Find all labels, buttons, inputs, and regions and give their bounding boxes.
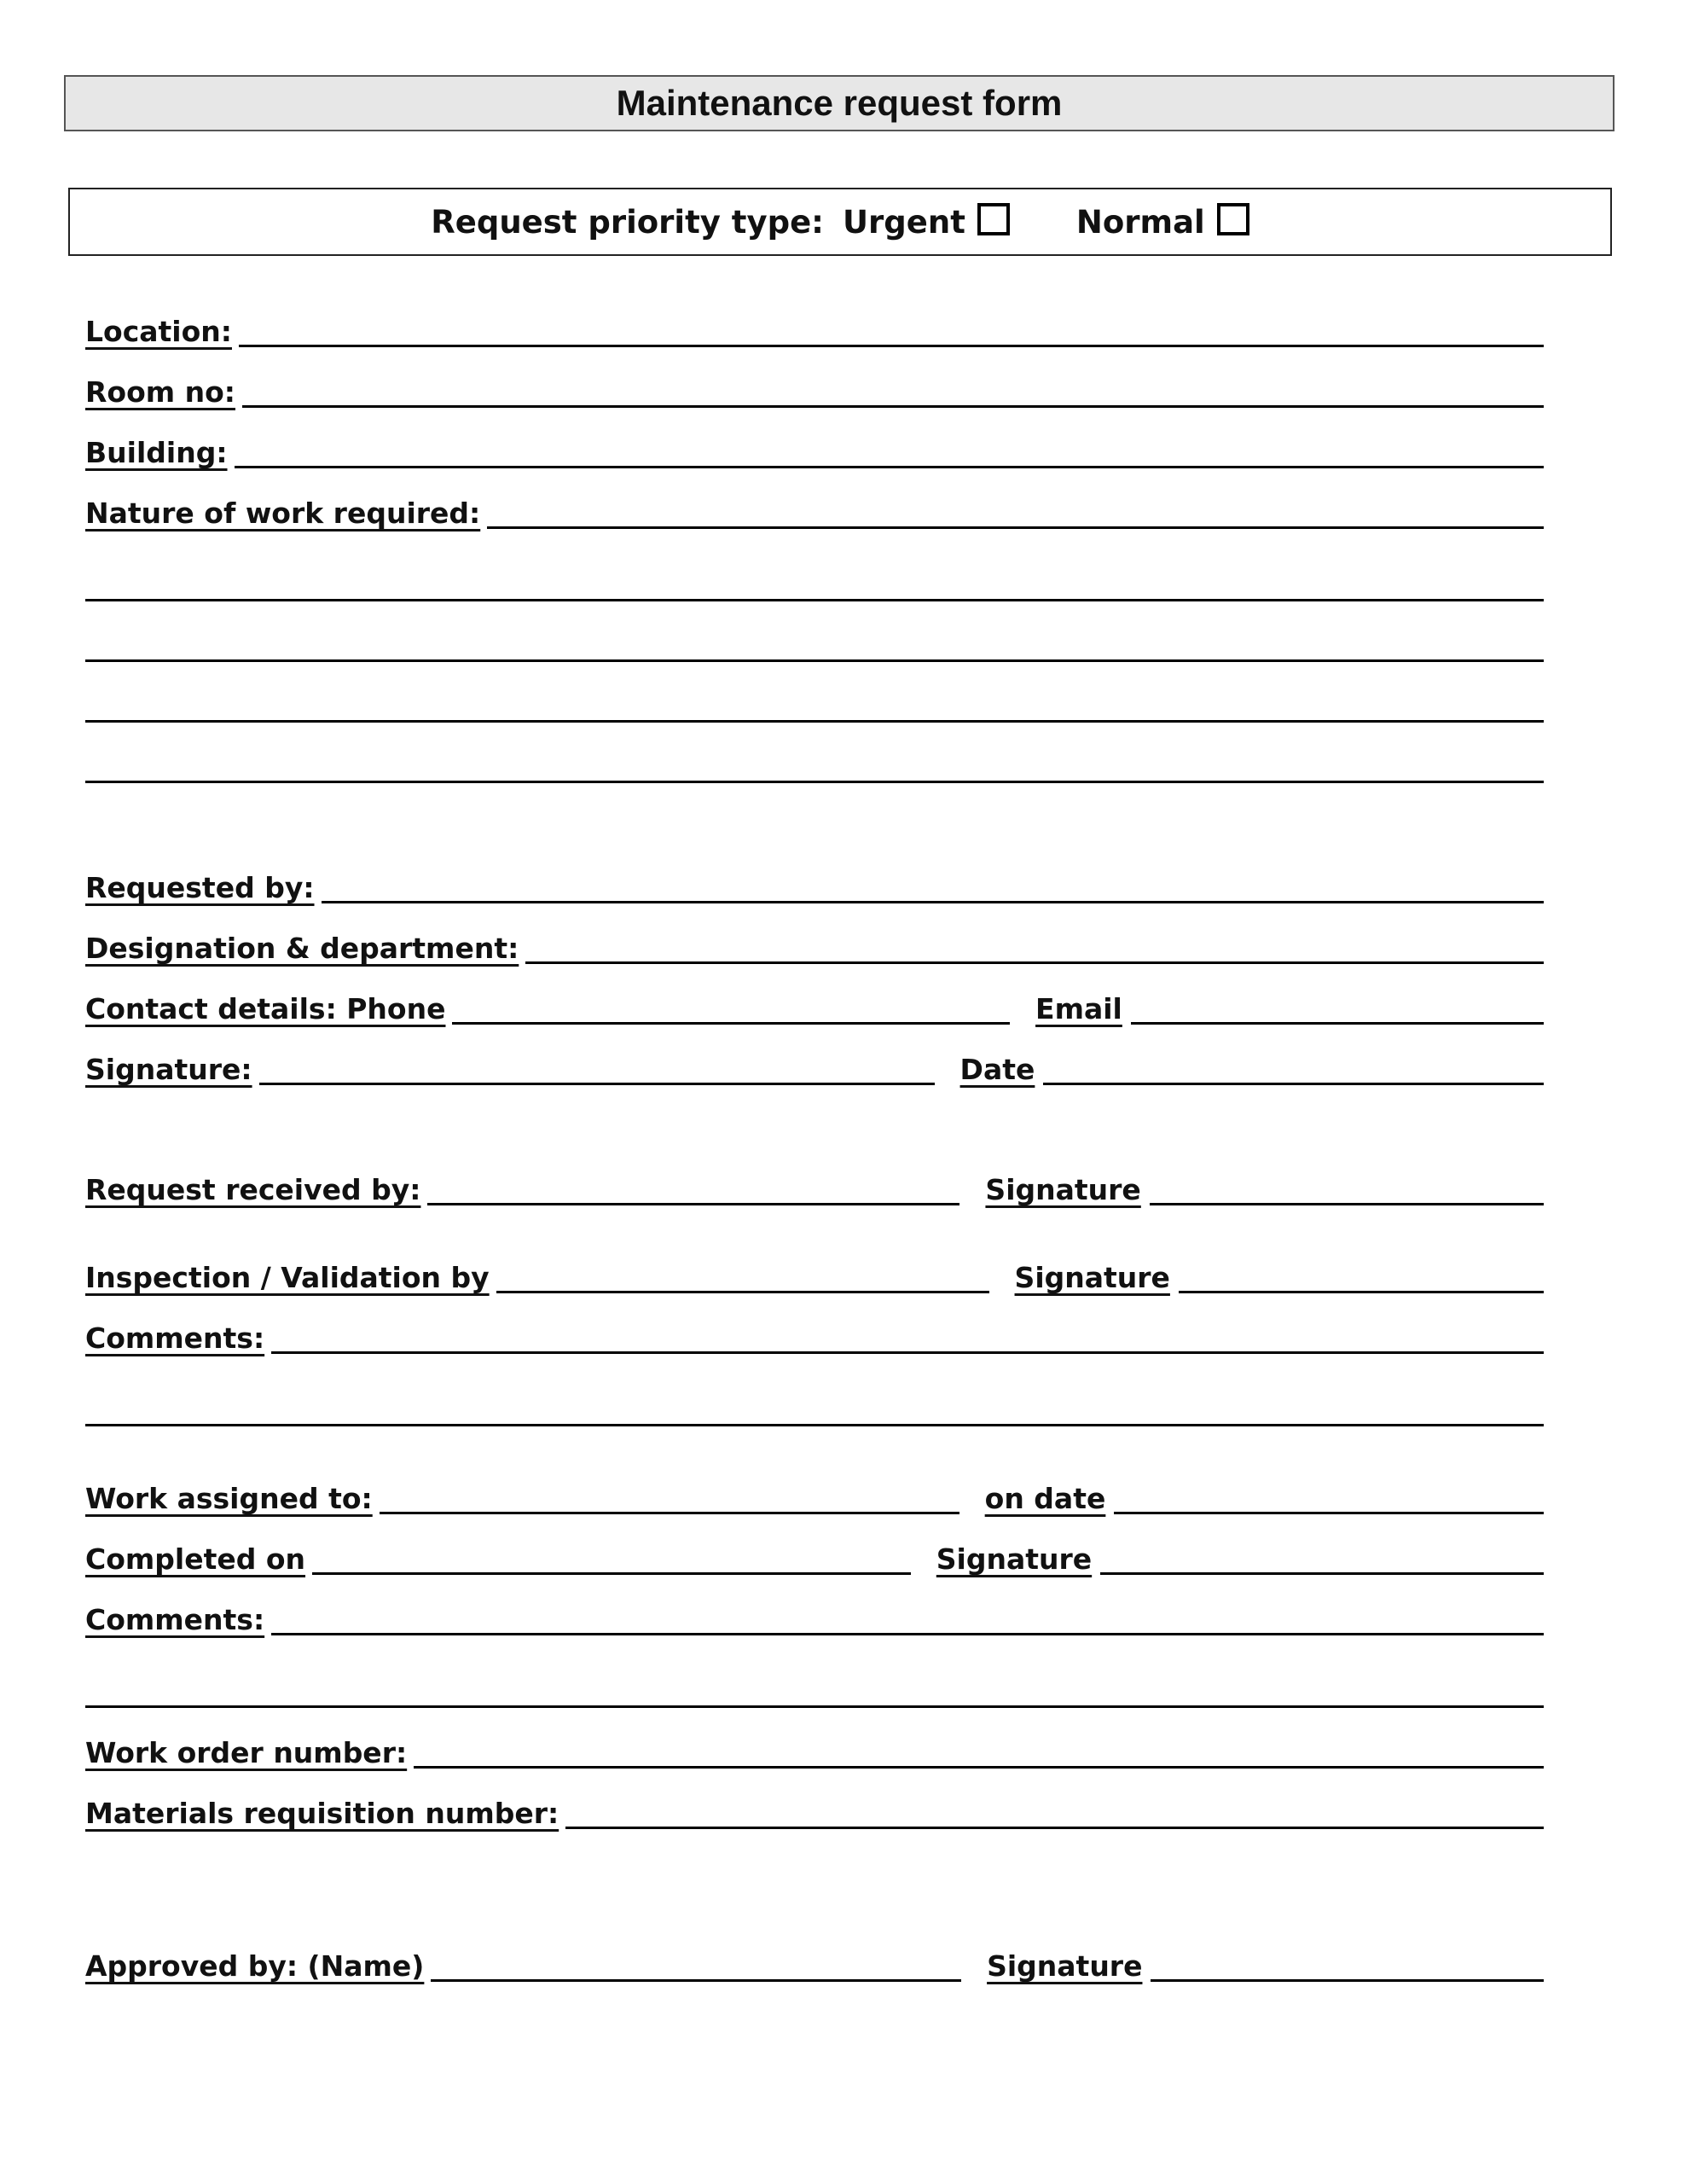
date-label: Date [959,1053,1035,1087]
normal-checkbox[interactable] [1217,203,1249,235]
room-no-row [85,347,1544,408]
phone-input-line[interactable] [452,1012,1010,1025]
nature-of-work-extra-line-3[interactable] [85,710,1544,723]
comments-2-extra-line-row [85,1647,1544,1708]
priority-section [68,188,1612,256]
request-received-by-label: Request received by: [85,1173,421,1207]
requested-by-row [85,843,1544,903]
comments-1-input-line[interactable] [271,1341,1544,1354]
nature-of-work-extra-line-4[interactable] [85,770,1544,783]
nature-of-work-extra-line-2[interactable] [85,649,1544,662]
nature-of-work-row [85,468,1544,529]
comments-1-label: Comments: [85,1321,265,1356]
nature-of-work-input-line[interactable] [487,516,1544,529]
nature-of-work-extra-line-1[interactable] [85,589,1544,601]
inspection-validation-row [85,1233,1544,1293]
contact-phone-label: Contact details: Phone [85,992,446,1026]
comments-1-row [85,1293,1544,1354]
completed-signature-label: Signature [936,1542,1093,1577]
nature-of-work-extra-line-row [85,662,1544,723]
location-label: Location: [85,315,232,349]
nature-of-work-extra-line-row [85,601,1544,662]
approved-by-input-line[interactable] [431,1969,961,1982]
on-date-input-line[interactable] [1114,1502,1544,1514]
comments-2-row [85,1575,1544,1635]
nature-of-work-label: Nature of work required: [85,497,481,531]
approved-by-label: Approved by: (Name) [85,1949,425,1984]
received-signature-input-line[interactable] [1150,1193,1544,1205]
work-order-number-input-line[interactable] [414,1756,1544,1769]
priority-urgent-label: Urgent [842,203,965,241]
work-assigned-to-input-line[interactable] [380,1502,959,1514]
received-signature-label: Signature [985,1173,1141,1207]
inspection-validation-input-line[interactable] [496,1281,989,1293]
designation-department-input-line[interactable] [525,951,1544,964]
contact-details-row [85,964,1544,1025]
form-title-bar [64,75,1615,131]
form-fields [85,287,1544,1982]
comments-2-input-line[interactable] [271,1623,1544,1635]
inspection-signature-input-line[interactable] [1179,1281,1544,1293]
materials-requisition-input-line[interactable] [565,1816,1544,1829]
completed-on-label: Completed on [85,1542,306,1577]
room-no-label: Room no: [85,375,235,410]
requested-by-label: Requested by: [85,871,315,905]
comments-1-extra-line[interactable] [85,1414,1544,1426]
nature-of-work-extra-line-row [85,541,1544,601]
completed-on-row [85,1514,1544,1575]
signature-date-row [85,1025,1544,1085]
signature-label: Signature: [85,1053,252,1087]
work-order-number-label: Work order number: [85,1736,408,1770]
designation-department-label: Designation & department: [85,932,519,966]
work-assigned-to-label: Work assigned to: [85,1482,373,1516]
comments-2-label: Comments: [85,1603,265,1637]
priority-normal-label: Normal [1075,203,1205,241]
comments-1-extra-line-row [85,1366,1544,1426]
location-row [85,287,1544,347]
completed-signature-input-line[interactable] [1100,1562,1544,1575]
form-title: Maintenance request form [616,83,1063,123]
priority-label: Request priority type: [431,203,824,241]
request-received-by-input-line[interactable] [427,1193,959,1205]
designation-department-row [85,903,1544,964]
materials-requisition-row [85,1769,1544,1829]
approved-by-row [85,1921,1544,1982]
building-input-line[interactable] [235,456,1544,468]
work-order-number-row [85,1708,1544,1769]
work-assigned-row [85,1454,1544,1514]
email-input-line[interactable] [1131,1012,1544,1025]
approved-signature-label: Signature [987,1949,1143,1984]
inspection-signature-label: Signature [1014,1261,1170,1295]
email-label: Email [1035,992,1122,1026]
building-row [85,408,1544,468]
urgent-checkbox[interactable] [977,203,1010,235]
request-received-by-row [85,1145,1544,1205]
materials-requisition-label: Materials requisition number: [85,1797,559,1831]
date-input-line[interactable] [1043,1072,1544,1085]
location-input-line[interactable] [239,334,1544,347]
building-label: Building: [85,436,228,470]
signature-input-line[interactable] [259,1072,935,1085]
nature-of-work-extra-line-row [85,723,1544,783]
on-date-label: on date [984,1482,1106,1516]
completed-on-input-line[interactable] [312,1562,911,1575]
room-no-input-line[interactable] [242,395,1544,408]
requested-by-input-line[interactable] [322,891,1544,903]
inspection-validation-label: Inspection / Validation by [85,1261,490,1295]
comments-2-extra-line[interactable] [85,1695,1544,1708]
approved-signature-input-line[interactable] [1151,1969,1544,1982]
